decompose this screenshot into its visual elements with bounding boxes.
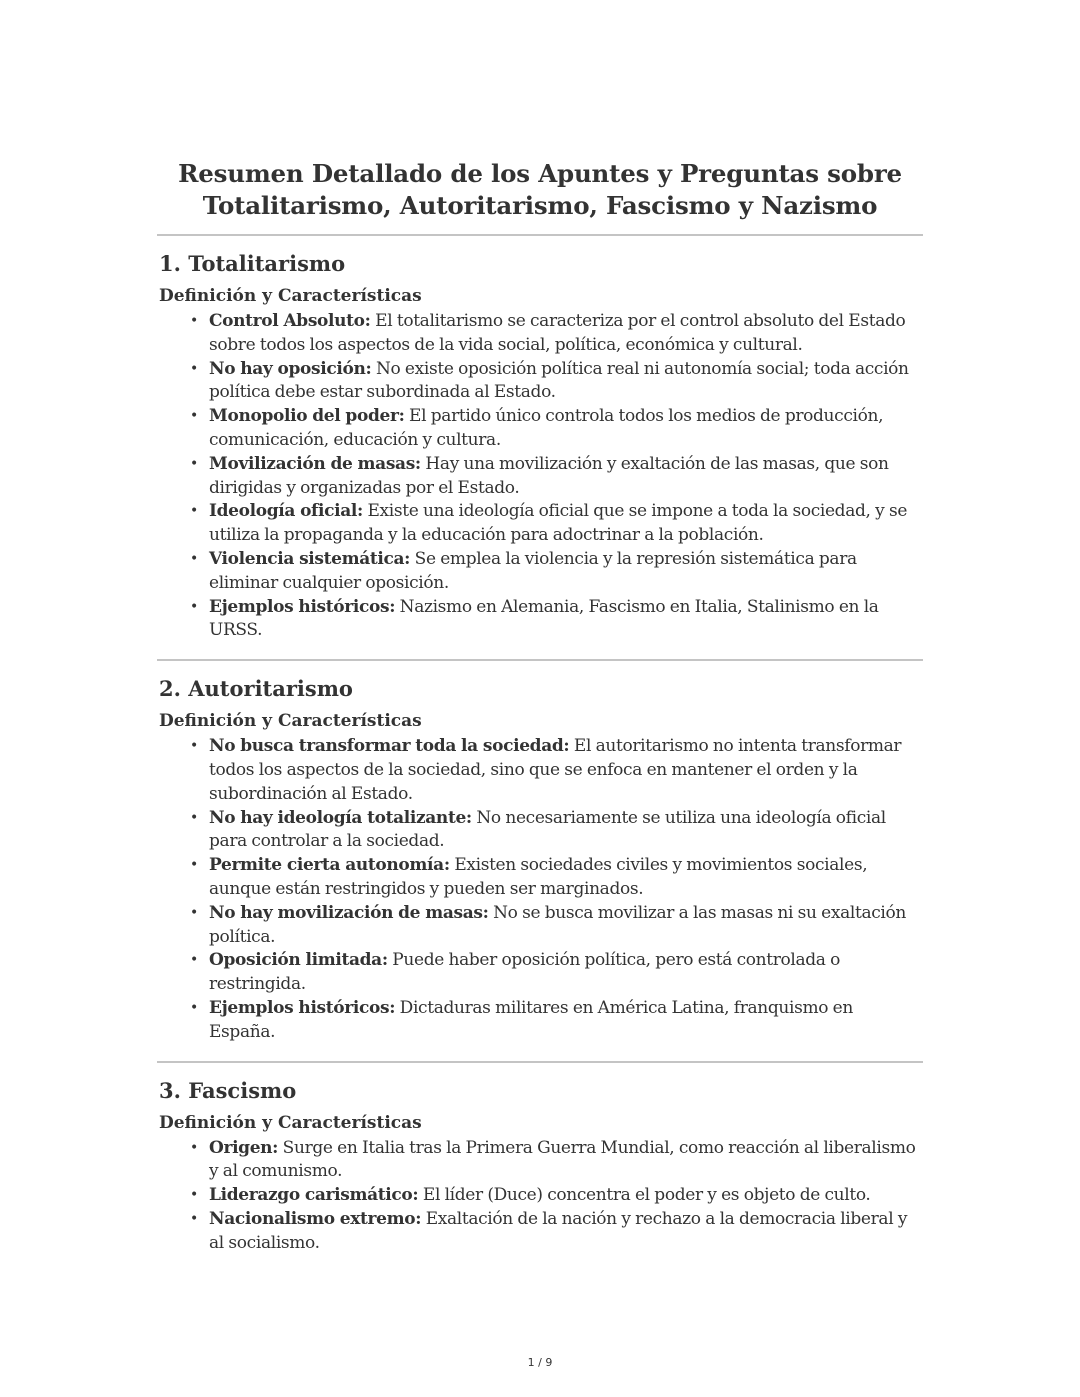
item-text: Nazismo en Alemania, Fascismo en Italia, Stalinismo en la URSS. <box>209 596 879 641</box>
item-text: Existe una ideología oficial que se impone a toda la sociedad, y se utiliza la propaganda y la educación para adoctrinar a la población. <box>209 501 908 546</box>
list-item <box>190 358 923 406</box>
section-heading: 2. Autoritarismo <box>159 676 353 702</box>
list-item <box>190 548 923 596</box>
item-term: Ejemplos históricos: <box>209 997 396 1018</box>
list-item <box>190 949 923 997</box>
section-heading: 1. Totalitarismo <box>159 251 346 276</box>
list-item <box>190 596 923 644</box>
item-term: Liderazgo carismático: <box>209 1185 419 1206</box>
characteristics-list <box>157 310 923 643</box>
item-text: Existen sociedades civiles y movimientos sociales, aunque están restringidos y pueden ser marginados. <box>209 855 868 899</box>
list-item <box>190 1208 923 1256</box>
bullet-icon: • <box>190 1139 198 1156</box>
item-text: Surge en Italia tras la Primera Guerra Mundial, como reacción al liberalismo y al comunismo. <box>209 1137 916 1182</box>
list-item <box>190 997 923 1045</box>
divider <box>157 659 923 661</box>
bullet-icon: • <box>190 598 198 615</box>
item-term: No hay movilización de masas: <box>209 902 489 923</box>
bullet-icon: • <box>190 904 198 921</box>
document-page <box>157 158 923 1256</box>
section-totalitarismo <box>157 250 923 643</box>
item-text: Se emplea la violencia y la represión sistemática para eliminar cualquier oposición. <box>209 548 857 593</box>
bullet-icon: • <box>190 313 198 329</box>
item-term: Ejemplos históricos: <box>209 596 396 617</box>
document-title <box>157 158 923 222</box>
item-text: El totalitarismo se caracteriza por el control absoluto del Estado sobre todos los aspectos de la vida social, política, económica y cultural. <box>209 311 906 355</box>
bullet-icon: • <box>190 809 198 826</box>
item-term: Violencia sistemática: <box>209 548 411 569</box>
list-item <box>190 453 923 501</box>
list-item <box>190 500 923 548</box>
item-term: Control Absoluto: <box>209 311 371 331</box>
list-item <box>190 310 923 358</box>
page-indicator: 1 / 9 <box>527 1356 553 1369</box>
section-subheading: Definición y Características <box>159 1112 422 1133</box>
item-term: Ideología oficial: <box>209 501 363 522</box>
section-heading: 3. Fascismo <box>159 1077 297 1103</box>
item-text: No necesariamente se utiliza una ideología oficial para controlar a la sociedad. <box>209 807 886 852</box>
bullet-icon: • <box>190 952 198 969</box>
item-term: Monopolio del poder: <box>209 406 405 427</box>
item-text: Puede haber oposición política, pero está controlada o restringida. <box>209 950 841 995</box>
list-item <box>190 902 923 950</box>
list-item <box>190 807 923 855</box>
list-item <box>190 854 923 902</box>
bullet-icon: • <box>190 857 198 874</box>
bullet-icon: • <box>190 408 198 425</box>
item-text: El autoritarismo no intenta transformar todos los aspectos de la sociedad, sino que se enfoca en mantener el orden y la subordinación al Estado. <box>209 736 902 804</box>
title-line-2: Totalitarismo, Autoritarismo, Fascismo y Nazismo <box>202 191 878 220</box>
item-term: No hay ideología totalizante: <box>209 807 472 828</box>
bullet-icon: • <box>190 1210 198 1227</box>
item-text: El partido único controla todos los medios de producción, comunicación, educación y cultura. <box>209 406 884 450</box>
bullet-icon: • <box>190 738 198 755</box>
item-term: Permite cierta autonomía: <box>209 855 450 876</box>
item-text: Hay una movilización y exaltación de las masas, que son dirigidas y organizadas por el Estado. <box>209 453 889 498</box>
list-item <box>190 1184 923 1208</box>
bullet-icon: • <box>190 455 198 472</box>
item-term: Movilización de masas: <box>209 453 421 474</box>
divider <box>157 1061 923 1063</box>
list-item <box>190 735 923 806</box>
title-line-1: Resumen Detallado de los Apuntes y Preguntas sobre <box>178 159 902 188</box>
section-subheading: Definición y Características <box>159 711 422 732</box>
item-term: Origen: <box>209 1137 279 1158</box>
item-term: No busca transformar toda la sociedad: <box>209 736 570 757</box>
item-text: No existe oposición política real ni autonomía social; toda acción política debe estar subordinada al Estado. <box>209 358 909 403</box>
divider <box>157 234 923 236</box>
item-text: El líder (Duce) concentra el poder y es objeto de culto. <box>418 1185 871 1206</box>
item-term: Nacionalismo extremo: <box>209 1208 422 1229</box>
section-fascismo <box>157 1077 923 1256</box>
item-term: No hay oposición: <box>209 358 372 379</box>
section-autoritarismo <box>157 675 923 1044</box>
bullet-icon: • <box>190 360 198 377</box>
characteristics-list <box>157 1137 923 1256</box>
bullet-icon: • <box>190 503 198 520</box>
bullet-icon: • <box>190 1187 198 1204</box>
item-text: No se busca movilizar a las masas ni su exaltación política. <box>209 902 907 947</box>
bullet-icon: • <box>190 550 198 567</box>
section-subheading: Definición y Características <box>159 286 422 306</box>
item-text: Exaltación de la nación y rechazo a la democracia liberal y al socialismo. <box>209 1208 908 1253</box>
item-text: Dictaduras militares en América Latina, franquismo en España. <box>209 997 853 1042</box>
bullet-icon: • <box>190 999 198 1016</box>
list-item <box>190 405 923 453</box>
characteristics-list <box>157 735 923 1044</box>
item-term: Oposición limitada: <box>209 950 388 971</box>
list-item <box>190 1137 923 1185</box>
